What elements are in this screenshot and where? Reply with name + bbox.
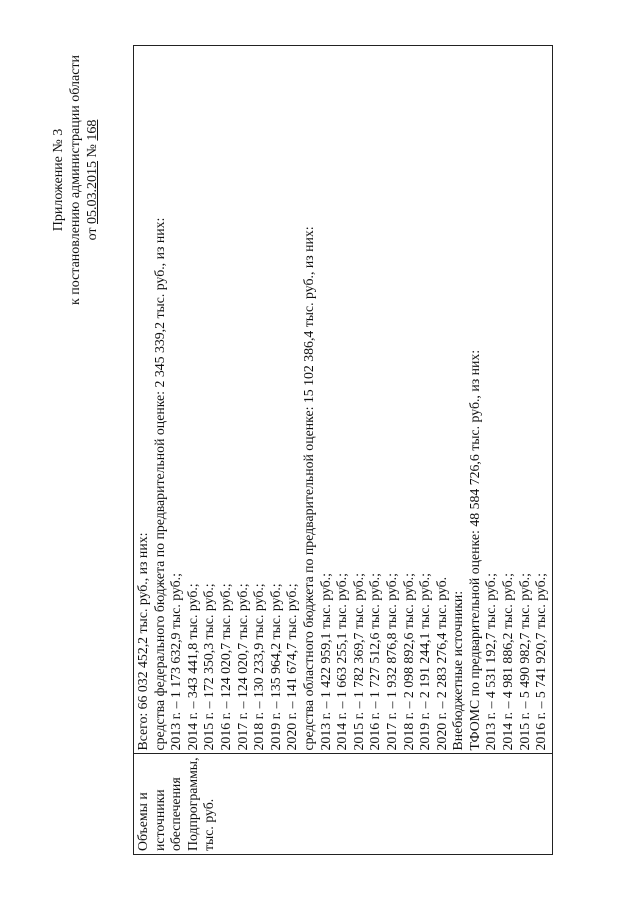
content-line: 2013 г. – 1 173 632,9 тыс. руб.; bbox=[168, 573, 184, 751]
content-line: 2014 г. – 343 441,8 тыс. руб.; bbox=[184, 583, 200, 751]
date-prefix: от bbox=[85, 227, 100, 241]
label-line: Объемы и bbox=[135, 792, 150, 851]
content-line: 2017 г. – 124 020,7 тыс. руб.; bbox=[234, 583, 250, 751]
row-content-cell bbox=[134, 46, 553, 754]
content-line: 2013 г. – 4 531 192,7 тыс. руб.; bbox=[483, 573, 499, 751]
label-line: Подпрограммы, bbox=[184, 757, 200, 851]
label-line: источники bbox=[151, 789, 167, 851]
content-line: 2016 г. – 124 020,7 тыс. руб.; bbox=[217, 583, 233, 751]
content-line: Всего: 66 032 452,2 тыс. руб., из них: bbox=[135, 532, 150, 751]
content-line: Внебюджетные источники: bbox=[450, 590, 466, 751]
content-line: ТФОМС по предварительной оценке: 48 584 726,6 тыс. руб., из них: bbox=[466, 349, 482, 751]
content-line: 2015 г. – 1 782 369,7 тыс. руб.; bbox=[350, 573, 366, 751]
content-line: 2016 г. – 1 727 512,6 тыс. руб.; bbox=[367, 573, 383, 751]
row-label-cell bbox=[134, 754, 553, 855]
content-line: средства федерального бюджета по предварительной оценке: 2 345 339,2 тыс. руб., из них: bbox=[151, 217, 167, 751]
table-row bbox=[134, 46, 553, 855]
content-line: 2018 г. – 2 098 892,6 тыс. руб.; bbox=[400, 573, 416, 751]
content-line: 2016 г. – 5 741 920,7 тыс. руб.; bbox=[533, 573, 549, 751]
appendix-subtitle: к постановлению администрации области bbox=[68, 54, 83, 306]
label-line: тыс. руб. bbox=[201, 798, 217, 851]
funding-table bbox=[133, 45, 553, 855]
content-line: 2014 г. – 1 663 255,1 тыс. руб.; bbox=[334, 573, 350, 751]
appendix-title: Приложение № 3 bbox=[51, 128, 66, 232]
appendix-date-line bbox=[84, 35, 101, 325]
decree-number: 168 bbox=[85, 119, 100, 141]
content-line: 2020 г. – 141 674,7 тыс. руб.; bbox=[284, 583, 300, 751]
content-line: 2017 г. – 1 932 876,8 тыс. руб.; bbox=[383, 573, 399, 751]
label-line: обеспечения bbox=[168, 777, 184, 851]
appendix-header bbox=[50, 35, 101, 325]
content-line: 2013 г. – 1 422 959,1 тыс. руб.; bbox=[317, 573, 333, 751]
number-prefix: № bbox=[85, 144, 100, 158]
content-line: 2019 г. – 135 964,2 тыс. руб.; bbox=[267, 583, 283, 751]
content-line: 2018 г. – 130 233,9 тыс. руб.; bbox=[251, 583, 267, 751]
decree-date: 05.03.2015 bbox=[85, 160, 100, 224]
content-line: 2019 г. – 2 191 244,1 тыс. руб.; bbox=[417, 573, 433, 751]
content-line: 2014 г. – 4 981 886,2 тыс. руб.; bbox=[500, 573, 516, 751]
content-line: 2020 г. – 2 283 276,4 тыс. руб. bbox=[433, 576, 449, 751]
content-line: 2015 г. – 5 490 982,7 тыс. руб.; bbox=[516, 573, 532, 751]
content-line: средства областного бюджета по предварительной оценке: 15 102 386,4 тыс. руб., из них: bbox=[300, 226, 316, 751]
content-line: 2015 г. – 172 350,3 тыс. руб.; bbox=[201, 583, 217, 751]
